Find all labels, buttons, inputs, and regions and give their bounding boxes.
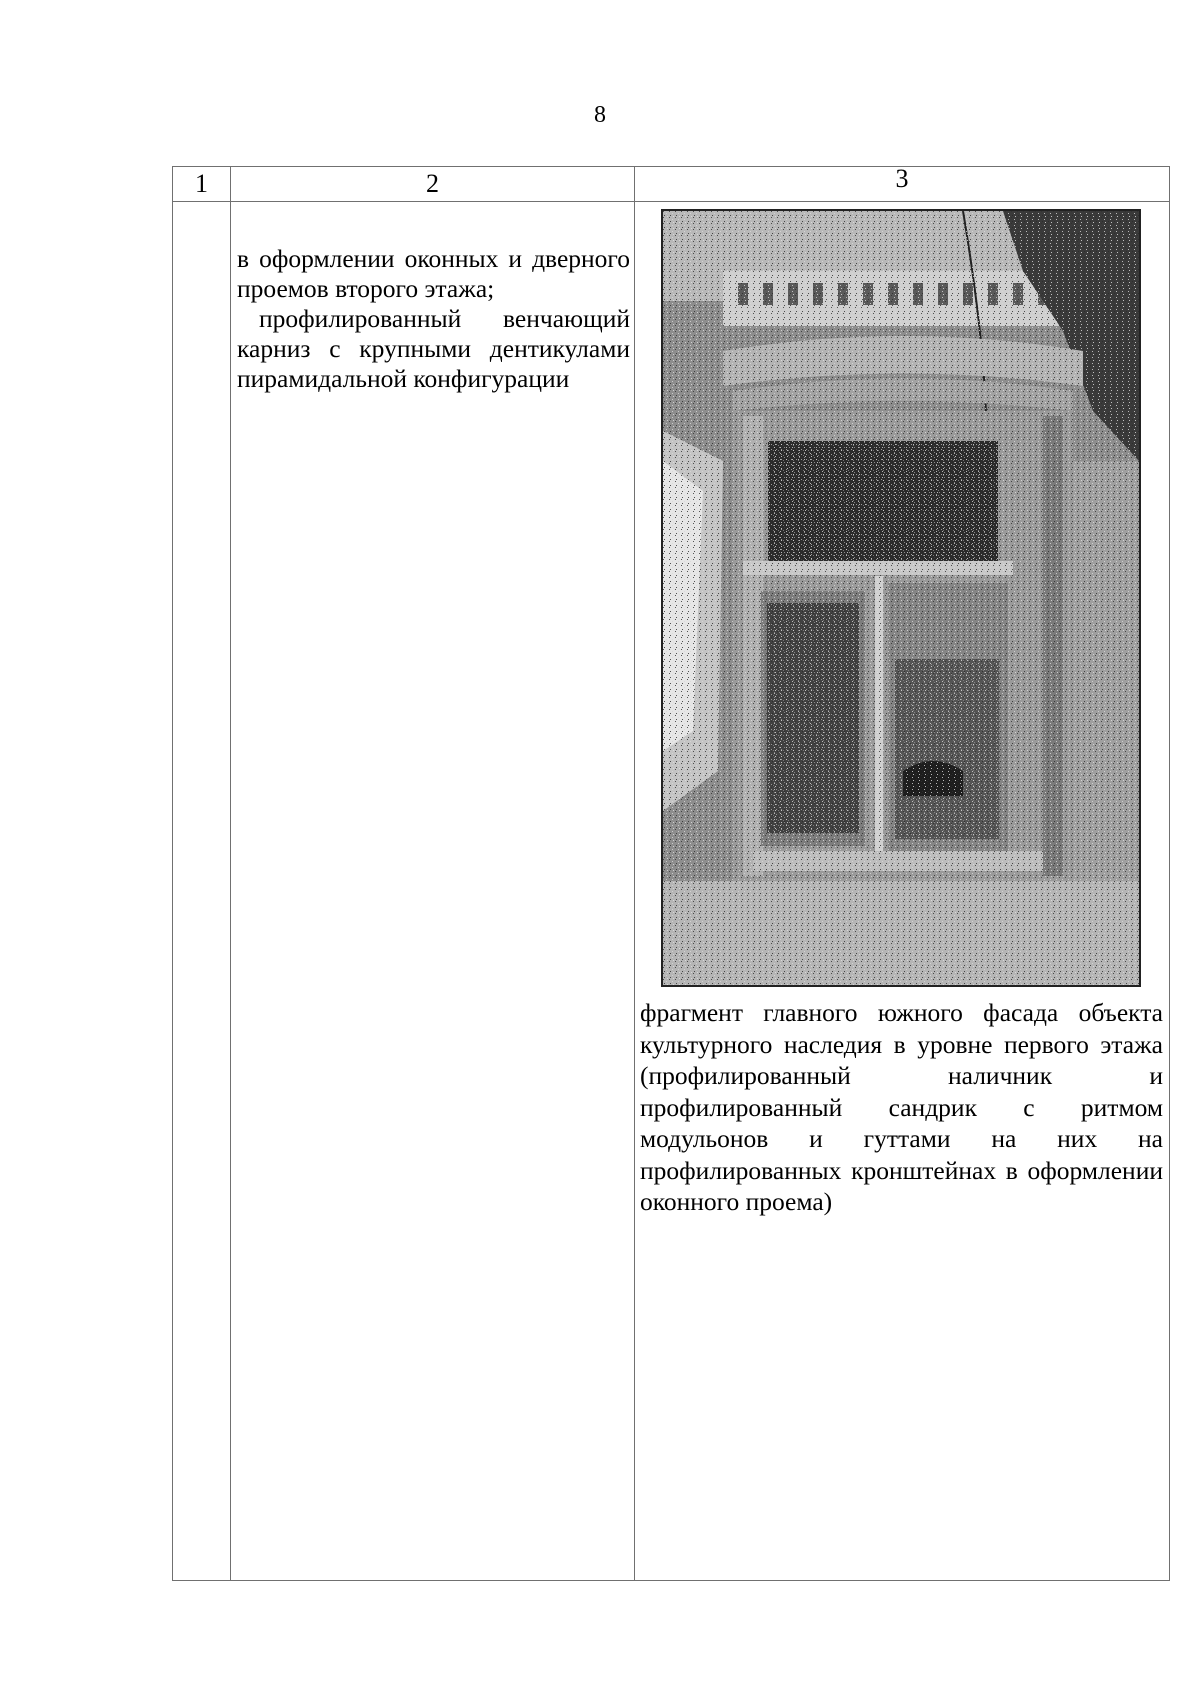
table-header-row bbox=[173, 167, 1170, 202]
table-header-col-2: 2 bbox=[231, 167, 635, 202]
elements-description bbox=[231, 202, 634, 394]
table-row bbox=[173, 202, 1170, 1581]
page-number: 8 bbox=[594, 102, 606, 128]
facade-photo-image bbox=[663, 211, 1139, 985]
table-cell-col-2 bbox=[231, 202, 635, 1581]
photo-caption bbox=[635, 987, 1169, 1218]
table-cell-col-3 bbox=[635, 202, 1170, 1581]
caption-text: фрагмент главного южного фасада объекта культурного наследия в уровне первого этажа (профилированный наличник и профилированный сандрик с ритмом модульонов и гуттами на них на профилированных кронштейнах в оформлении оконного проема) bbox=[640, 998, 1163, 1216]
table-cell-col-1 bbox=[173, 202, 231, 1581]
facade-photo bbox=[661, 209, 1141, 987]
table-header-col-3: 3 bbox=[635, 167, 1170, 202]
description-line: профилированный венчающий карниз с крупными дентикулами пирамидальной конфигурации bbox=[237, 304, 630, 393]
description-line: в оформлении оконных и дверного проемов второго этажа; bbox=[237, 244, 630, 303]
table-header-col-1: 1 bbox=[173, 167, 231, 202]
document-table bbox=[172, 166, 1170, 1581]
